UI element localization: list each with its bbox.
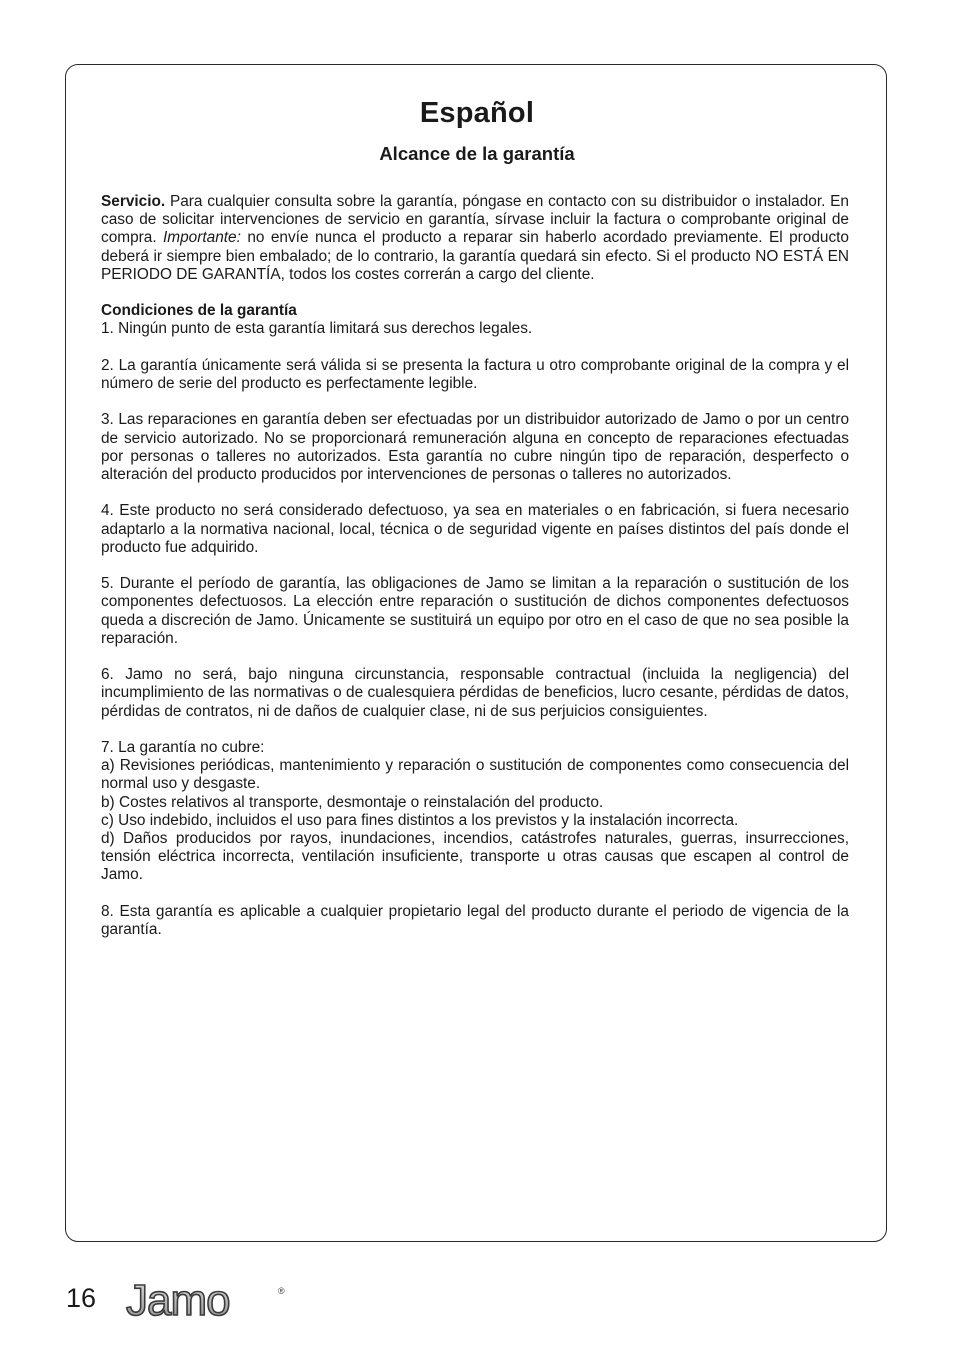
service-text-1: Para cualquier consulta sobre la garantía, póngase en contacto con su distribuidor o instalador. En caso de solicitar intervenciones de servicio en garantía, sírvase incluir la factura o comprobante original de compra. xyxy=(101,193,849,247)
conditions-heading xyxy=(101,302,849,320)
condition-7-a: a) Revisiones periódicas, mantenimiento y reparación o sustitución de componentes como consecuencia del normal uso y desgaste. xyxy=(101,757,849,793)
condition-4: 4. Este producto no será considerado defectuoso, ya sea en materiales o en fabricación, si fuera necesario adaptarlo a la normativa nacional, local, técnica o de seguridad vigente en países distintos del país donde el producto fue adquirido. xyxy=(101,502,849,556)
page-title: Español xyxy=(419,97,535,129)
condition-7-d: d) Daños producidos por rayos, inundaciones, incendios, catástrofes naturales, guerras, insurrecciones, tensión eléctrica incorrecta, ventilación insuficiente, transporte u otras causas que escapen al control de Jamo. xyxy=(101,830,849,884)
condition-3: 3. Las reparaciones en garantía deben ser efectuadas por un distribuidor autorizado de Jamo o por un centro de servicio autorizado. No se proporcionará remuneración alguna en concepto de reparaciones efectuadas por personas o talleres no autorizados. Esta garantía no cubre ningún tipo de reparación, desperfecto o alteración del producto producidos por intervenciones de personas o talleres no autorizados. xyxy=(101,411,849,483)
condition-7-c: c) Uso indebido, incluidos el uso para fines distintos a los previstos y la instalación incorrecta. xyxy=(101,811,739,829)
svg-text:Jamo: Jamo xyxy=(126,1282,230,1320)
condition-6: 6. Jamo no será, bajo ninguna circunstancia, responsable contractual (incluida la negligencia) del incumplimiento de las normativas o de cualesquiera pérdidas de beneficios, lucro cesante, pérdidas de datos, pérdidas de contratos, ni de daños de cualquier clase, ni de sus perjuicios consiguientes. xyxy=(101,666,849,720)
service-text-2: no envíe nunca el producto a reparar sin haberlo acordado previamente. El producto deberá ir siempre bien embalado; de lo contrario, la garantía quedará sin efecto. Si el producto NO ESTÁ EN PERIODO DE GARANTÍA, todos los costes correrán a cargo del cliente. xyxy=(101,229,849,283)
condition-8: 8. Esta garantía es aplicable a cualquier propietario legal del producto durante el periodo de vigencia de la garantía. xyxy=(101,902,849,938)
section-subtitle: Alcance de la garantía xyxy=(379,143,575,164)
page-number: 16 xyxy=(66,1283,97,1313)
condition-7-b: b) Costes relativos al transporte, desmontaje o reinstalación del producto. xyxy=(101,793,604,811)
service-label: Servicio. xyxy=(101,193,166,210)
svg-text:®: ® xyxy=(278,1286,285,1296)
condition-2: 2. La garantía únicamente será válida si se presenta la factura u otro comprobante original de la compra y el número de serie del producto es perfectamente legible. xyxy=(101,356,849,392)
important-label: Importante: xyxy=(163,229,241,247)
condition-7-intro: 7. La garantía no cubre: xyxy=(101,738,265,756)
conditions-heading-text: Condiciones de la garantía xyxy=(101,302,297,320)
service-paragraph xyxy=(101,193,849,284)
condition-5: 5. Durante el período de garantía, las obligaciones de Jamo se limitan a la reparación o sustitución de los componentes defectuosos. La elección entre reparación o sustitución de dichos componentes defectuosos queda a discreción de Jamo. Únicamente se sustituirá un equipo por otro en el caso de que no sea posible la reparación. xyxy=(101,575,849,647)
condition-1: 1. Ningún punto de esta garantía limitará sus derechos legales. xyxy=(101,320,533,338)
warranty-body xyxy=(101,193,849,939)
jamo-logo xyxy=(124,1282,286,1325)
